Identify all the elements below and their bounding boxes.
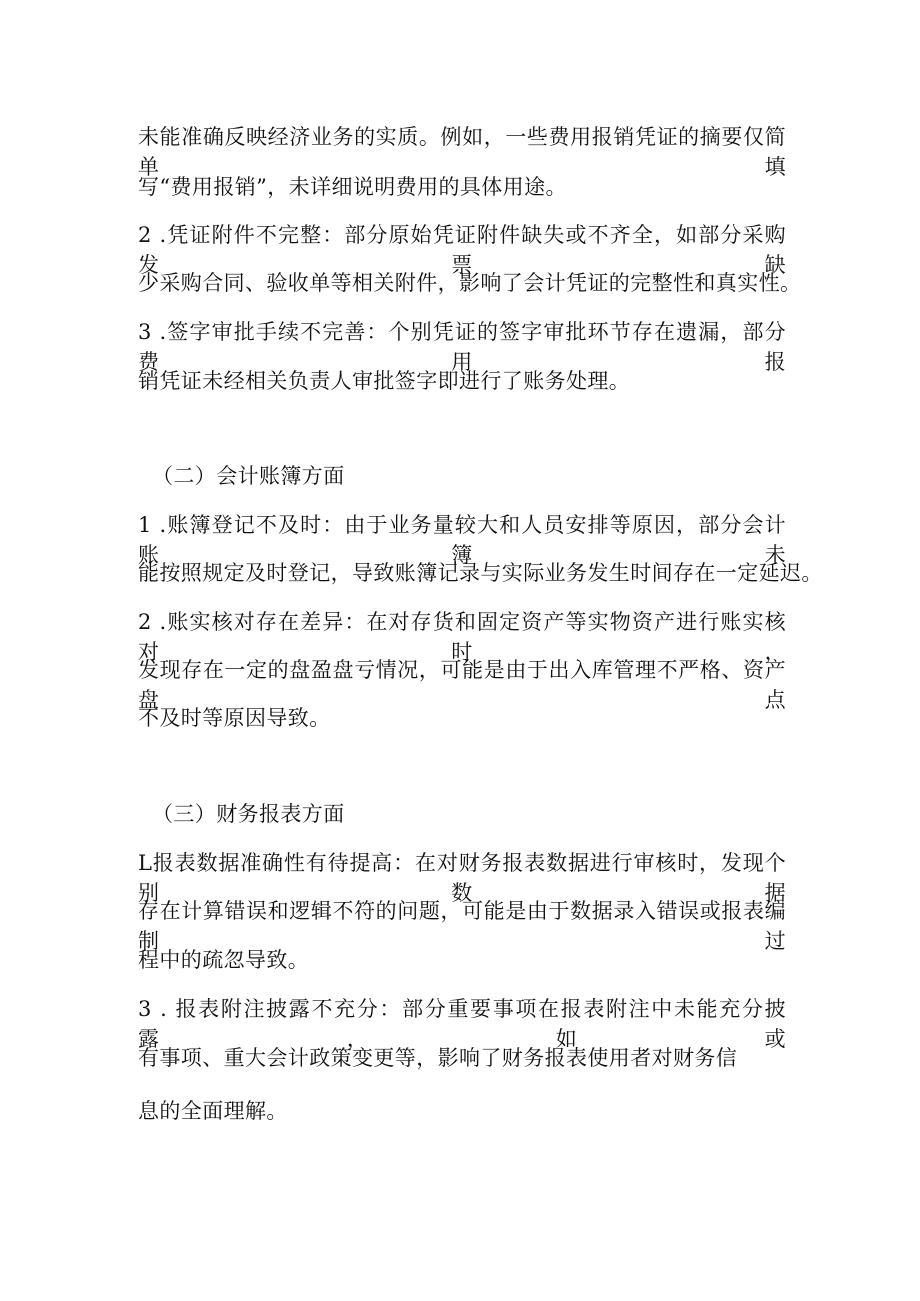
paragraph-line: 写“费用报销”，未详细说明费用的具体用途。 bbox=[138, 175, 567, 199]
section-heading-statements: （三）财务报表方面 bbox=[152, 802, 345, 826]
list-item-ledger-timeliness: 1 .账簿登记不及时：由于业务量较大和人员安排等原因，部分会计账簿未 bbox=[138, 513, 786, 567]
list-item-statement-accuracy: L报表数据准确性有待提高：在对财务报表数据进行审核时，发现个别数据 bbox=[138, 851, 786, 905]
paragraph-line: 发现存在一定的盘盈盘亏情况，可能是由于出入库管理不严格、资产盘点 bbox=[138, 658, 786, 712]
list-item-voucher-signatures: 3 .签字审批手续不完善：个别凭证的签字审批环节存在遗漏，部分费用报 bbox=[138, 320, 786, 374]
paragraph-line: 息的全面理解。 bbox=[138, 1099, 288, 1123]
paragraph-line: 不及时等原因导致。 bbox=[138, 706, 331, 730]
paragraph-line: 存在计算错误和逻辑不符的问题，可能是由于数据录入错误或报表编制过 bbox=[138, 899, 786, 953]
section-heading-ledgers: （二）会计账簿方面 bbox=[152, 464, 345, 488]
list-item-voucher-attachments: 2 .凭证附件不完整：部分原始凭证附件缺失或不齐全，如部分采购发票缺 bbox=[138, 223, 786, 277]
paragraph-line: 有事项、重大会计政策变更等，影响了财务报表使用者对财务信 bbox=[138, 1046, 738, 1070]
paragraph-line: 程中的疏忽导致。 bbox=[138, 948, 310, 972]
paragraph-line: 能按照规定及时登记，导致账簿记录与实际业务发生时间存在一定延迟。 bbox=[138, 561, 823, 585]
list-item-statement-notes: 3 . 报表附注披露不充分：部分重要事项在报表附注中未能充分披露，如或 bbox=[138, 997, 786, 1051]
paragraph-line: 销凭证未经相关负责人审批签字即进行了账务处理。 bbox=[138, 369, 631, 393]
list-item-ledger-reconciliation: 2 .账实核对存在差异：在对存货和固定资产等实物资产进行账实核对时， bbox=[138, 610, 786, 664]
paragraph-line: 少采购合同、验收单等相关附件，影响了会计凭证的完整性和真实性。 bbox=[138, 271, 802, 295]
paragraph-line: 未能准确反映经济业务的实质。例如，一些费用报销凭证的摘要仅简单填 bbox=[138, 125, 786, 179]
